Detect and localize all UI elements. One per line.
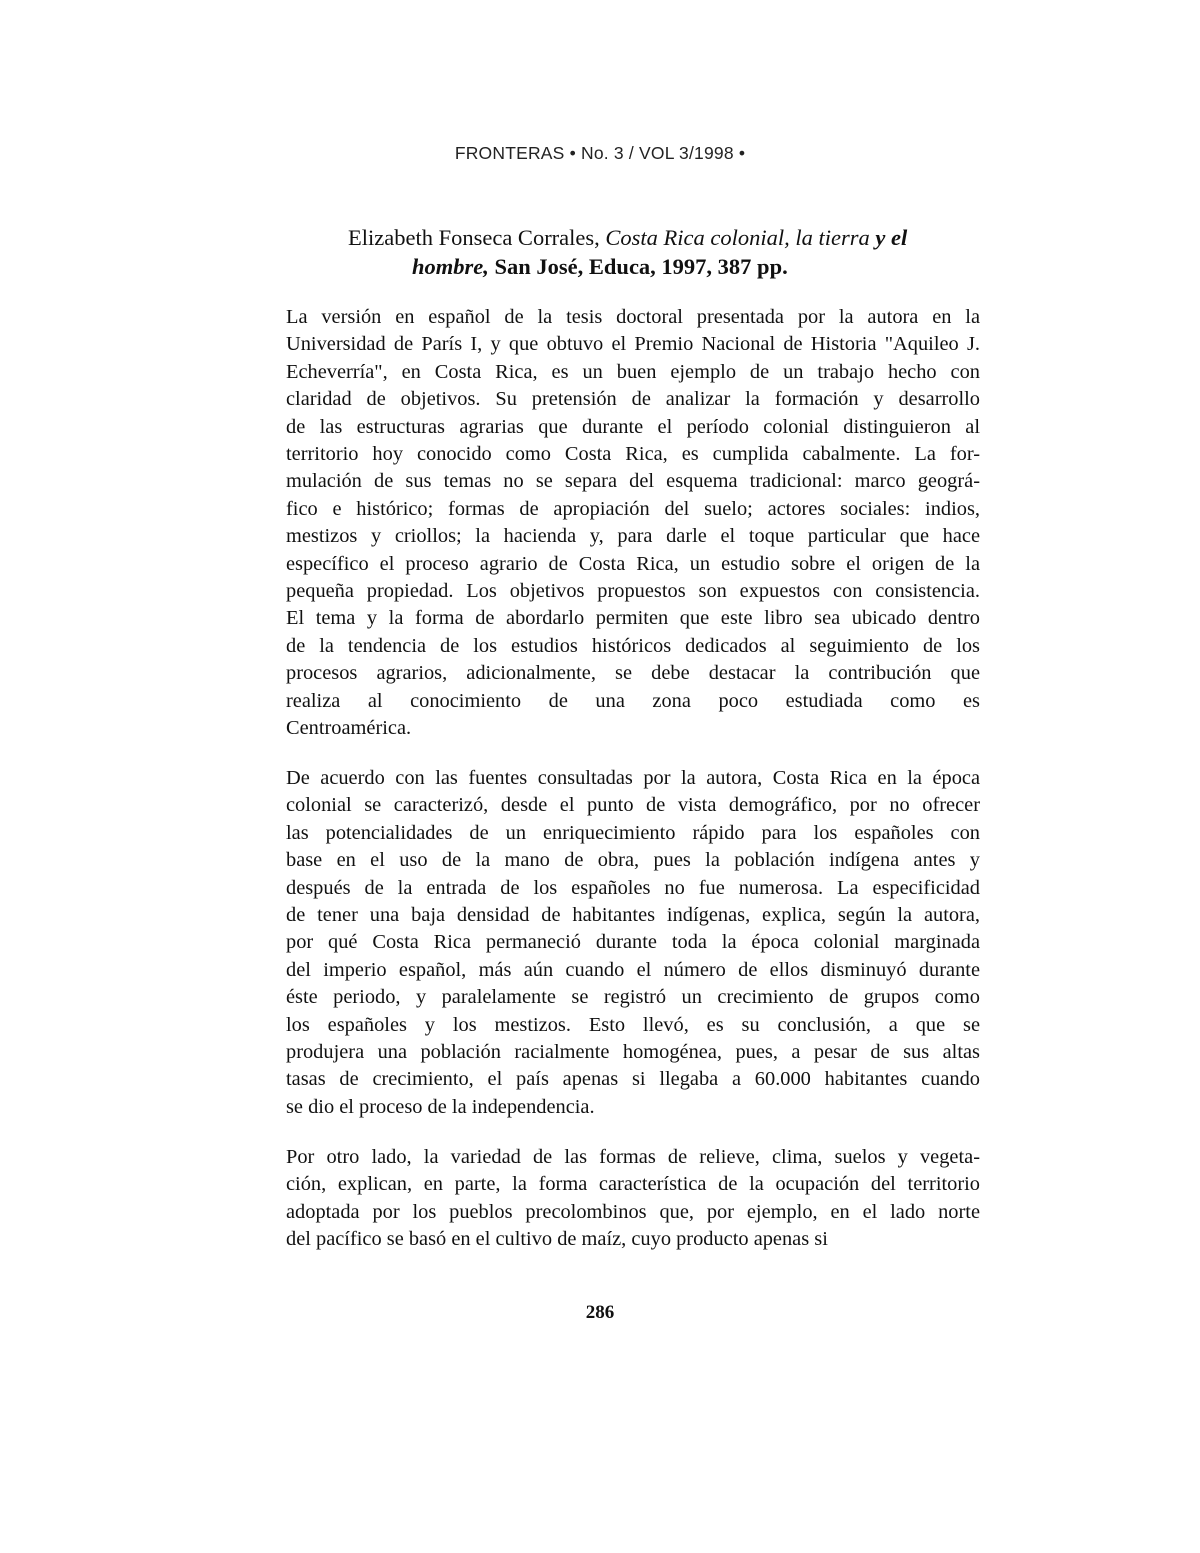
text-line: ción, explican, en parte, la forma característica de la ocupación del territorio bbox=[286, 1173, 980, 1196]
citation-title-part-1-bold: y el bbox=[875, 225, 908, 250]
text-line: Por otro lado, la variedad de las formas de relieve, clima, suelos y vegeta- bbox=[286, 1146, 980, 1168]
text-line: claridad de objetivos. Su pretensión de analizar la formación y desarrollo bbox=[286, 388, 980, 411]
text-line: procesos agrarios, adicionalmente, se debe destacar la contribución que bbox=[286, 662, 980, 685]
running-header: FRONTERAS • No. 3 / VOL 3/1998 • bbox=[454, 143, 746, 163]
text-line: La versión en español de la tesis doctoral presentada por la autora en la bbox=[286, 306, 980, 328]
citation-line-2 bbox=[412, 253, 1112, 281]
text-line: Centroamérica. bbox=[286, 717, 412, 740]
text-line: tasas de crecimiento, el país apenas si llegaba a 60.000 habitantes cuando bbox=[286, 1068, 980, 1091]
text-line: colonial se caracterizó, desde el punto de vista demográfico, por no ofrecer bbox=[286, 794, 980, 817]
text-line: de tener una baja densidad de habitantes indígenas, explica, según la autora, bbox=[286, 904, 980, 927]
text-line: específico el proceso agrario de Costa Rica, un estudio sobre el origen de la bbox=[286, 552, 980, 575]
text-line: del pacífico se basó en el cultivo de maíz, cuyo producto apenas si bbox=[286, 1228, 828, 1251]
text-line: de la tendencia de los estudios históricos dedicados al seguimiento de los bbox=[286, 634, 980, 657]
text-line: de las estructuras agrarias que durante el período colonial distinguieron al bbox=[286, 415, 980, 438]
text-line: éste periodo, y paralelamente se registró un crecimiento de grupos como bbox=[286, 986, 980, 1009]
text-line: se dio el proceso de la independencia. bbox=[286, 1095, 595, 1118]
text-line: base en el uso de la mano de obra, pues la población indígena antes y bbox=[286, 849, 980, 872]
text-line: del imperio español, más aún cuando el número de ellos disminuyó durante bbox=[286, 958, 980, 981]
text-line: realiza al conocimiento de una zona poco estudiada como es bbox=[286, 689, 980, 712]
page-number: 286 bbox=[585, 1302, 615, 1323]
citation-title-part-1: Costa Rica colonial, la tierra bbox=[605, 225, 876, 250]
citation-line-1 bbox=[348, 224, 1048, 252]
text-line: Universidad de París I, y que obtuvo el Premio Nacional de Historia "Aquileo J. bbox=[286, 333, 980, 356]
text-line: Echeverría", en Costa Rica, es un buen ejemplo de un trabajo hecho con bbox=[286, 360, 980, 383]
text-line: después de la entrada de los españoles no fue numerosa. La especificidad bbox=[286, 876, 980, 899]
text-line: adoptada por los pueblos precolombinos que, por ejemplo, en el lado norte bbox=[286, 1200, 980, 1223]
paragraph-3 bbox=[286, 1144, 980, 1254]
text-line: El tema y la forma de abordarlo permiten que este libro sea ubicado dentro bbox=[286, 607, 980, 630]
text-line: De acuerdo con las fuentes consultadas por la autora, Costa Rica en la época bbox=[286, 767, 980, 789]
text-line: los españoles y los mestizos. Esto llevó, es su conclusión, a que se bbox=[286, 1013, 980, 1036]
text-line: las potencialidades de un enriquecimiento rápido para los españoles con bbox=[286, 821, 980, 844]
text-line: territorio hoy conocido como Costa Rica, es cumplida cabalmente. La for- bbox=[286, 443, 980, 466]
text-line: fico e histórico; formas de apropiación del suelo; actores sociales: indios, bbox=[286, 497, 980, 520]
citation-title-part-2: hombre, bbox=[412, 254, 489, 279]
text-line: pequeña propiedad. Los objetivos propuestos son expuestos con consistencia. bbox=[286, 580, 980, 603]
text-line: mulación de sus temas no se separa del esquema tradicional: marco geográ- bbox=[286, 470, 980, 493]
citation-author: Elizabeth Fonseca Corrales, bbox=[348, 225, 606, 250]
paragraph-2 bbox=[286, 765, 980, 1121]
citation-publication: San José, Educa, 1997, 387 pp. bbox=[488, 254, 788, 279]
paragraph-1 bbox=[286, 304, 980, 743]
text-line: mestizos y criollos; la hacienda y, para darle el toque particular que hace bbox=[286, 525, 980, 548]
text-line: por qué Costa Rica permaneció durante toda la época colonial marginada bbox=[286, 931, 980, 954]
text-line: produjera una población racialmente homogénea, pues, a pesar de sus altas bbox=[286, 1041, 980, 1064]
